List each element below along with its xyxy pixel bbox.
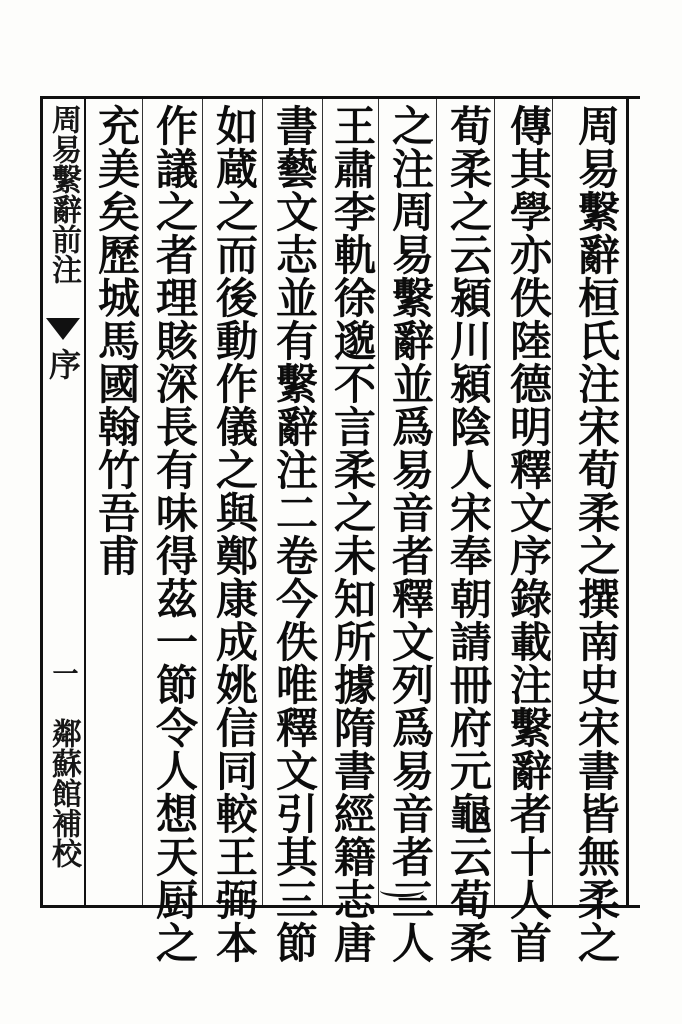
text-column-3: 荀柔之云潁川潁陰人宋奉朝請冊府元龜云荀柔 <box>444 104 493 964</box>
column-rule <box>202 99 203 905</box>
text-column-7: 如蔵之而後動作儀之與鄭康成姚信同較王弼本 <box>210 104 259 964</box>
column-rule <box>378 99 379 905</box>
frame-top-line <box>40 96 640 99</box>
text-column-1: 周易繫辭桓氏注宋荀柔之撰南史宋書皆無柔之 <box>572 104 621 964</box>
fish-tail-mark <box>46 318 80 340</box>
frame-left-line <box>40 96 43 908</box>
column-rule <box>494 99 495 905</box>
column-rule <box>322 99 323 905</box>
text-column-6: 書藝文志並有繫辭注二卷今佚唯釋文引其三節 <box>270 104 319 964</box>
text-column-4: 之注周易繫辭並爲易音者釋文列爲易音者三人 <box>386 104 435 964</box>
frame-right-line <box>626 96 629 908</box>
ink-stroke-mark <box>380 884 424 897</box>
edge-book-title: 周易繫辭前注 <box>46 104 81 284</box>
text-column-5: 王肅李軌徐邈不言柔之未知所據隋書經籍志唐 <box>328 104 377 964</box>
column-rule <box>262 99 263 905</box>
text-column-8: 作議之者理賅深長有味得茲一節令人想天厨之 <box>150 104 199 964</box>
edge-section-label: 序 <box>44 348 82 380</box>
edge-divider-line <box>84 96 86 908</box>
column-rule <box>142 99 143 905</box>
text-column-9: 充美矣歷城馬國翰竹吾甫 <box>92 104 141 577</box>
column-rule <box>436 99 437 905</box>
text-column-2: 傳其學亦佚陸德明釋文序錄載注繫辭者十人首 <box>504 104 553 964</box>
edge-publisher-mark: 鄰蘇館補校 <box>46 718 81 868</box>
edge-page-number: 一 <box>48 660 78 686</box>
